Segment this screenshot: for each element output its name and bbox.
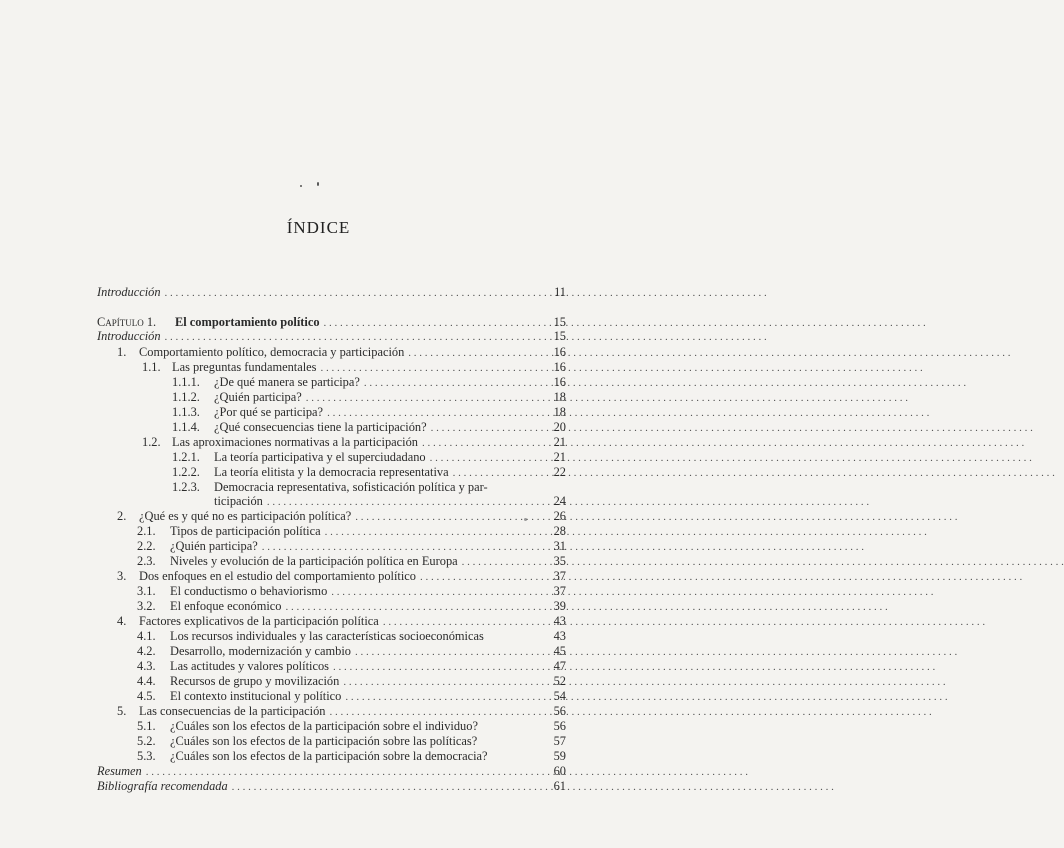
toc-chapter-number: Capítulo 1. <box>97 315 157 329</box>
toc-entry-text: El comportamiento político <box>175 315 320 329</box>
toc-entry-text: ¿Quién participa? <box>170 539 258 553</box>
toc-page-number: 21 <box>553 450 566 464</box>
toc-entry-number: 3. <box>117 569 127 583</box>
toc-entry-number: 2. <box>117 509 127 523</box>
toc-entry-text: Recursos de grupo y movilización <box>170 674 340 688</box>
toc-page-number: 16 <box>553 360 566 374</box>
toc-entry-number: 1.2. <box>142 435 161 449</box>
toc-entry-text: Factores explicativos de la participación política <box>139 614 379 628</box>
toc-entry-5-2[interactable] <box>137 734 522 749</box>
toc-entry-text: Las consecuencias de la participación <box>139 704 326 718</box>
toc-entry-text: Democracia representativa, sofisticación política y par- <box>214 480 488 494</box>
toc-page-number: 18 <box>553 405 566 419</box>
toc-entry-3-2[interactable] <box>137 599 522 614</box>
toc-entry-text: Las aproximaciones normativas a la participación <box>172 435 418 449</box>
toc-entry-number: 4.5. <box>137 689 156 703</box>
toc-page-number: 31 <box>553 539 566 553</box>
toc-entry-text: El conductismo o behaviorismo <box>170 584 328 598</box>
toc-page-number: 52 <box>553 674 566 688</box>
toc-entry-resumen[interactable] <box>97 764 522 779</box>
toc-entry-5-3[interactable] <box>137 749 522 764</box>
toc-page-number: 22 <box>553 465 566 479</box>
toc-entry-introduccion[interactable] <box>97 285 522 300</box>
toc-page-number: 54 <box>553 689 566 703</box>
toc-entry-text: El enfoque económico <box>170 599 282 613</box>
toc-entry-number: 5. <box>117 704 127 718</box>
toc-entry-5-1[interactable] <box>137 719 522 734</box>
toc-entry-number: 1. <box>117 345 127 359</box>
toc-entry-4[interactable] <box>117 614 522 629</box>
toc-page-number: 16 <box>553 375 566 389</box>
toc-entry-number: 1.1.3. <box>172 405 200 419</box>
toc-entry-text: ¿Cuáles son los efectos de la participación sobre la democracia? <box>170 749 488 763</box>
toc-page-number: 16 <box>553 345 566 359</box>
toc-entry-number: 2.1. <box>137 524 156 538</box>
toc-entry-text: ¿Cuáles son los efectos de la participación sobre las políticas? <box>170 734 478 748</box>
toc-entry-number: 2.3. <box>137 554 156 568</box>
toc-entry-text: La teoría elitista y la democracia representativa <box>214 465 449 479</box>
toc-entry-2-1[interactable] <box>137 524 522 539</box>
toc-page-number: 37 <box>553 584 566 598</box>
toc-entry-1-2-1[interactable] <box>172 450 522 465</box>
toc-entry-number: 5.2. <box>137 734 156 748</box>
toc-page-number: 39 <box>553 599 566 613</box>
toc-entry-text: Dos enfoques en el estudio del comportamiento político <box>139 569 417 583</box>
toc-page-number: 18 <box>553 390 566 404</box>
toc-entry-text: Resumen <box>97 764 142 778</box>
toc-entry-text: Introducción <box>97 329 161 343</box>
toc-entry-text: Los recursos individuales y las características socioeconómicas <box>170 629 484 643</box>
toc-entry-text: ¿Por qué se participa? <box>214 405 324 419</box>
toc-page-number: 11 <box>554 285 566 299</box>
toc-entry-4-1[interactable] <box>137 629 522 644</box>
toc-entry-5[interactable] <box>117 704 522 719</box>
toc-entry-text: Bibliografía recomendada <box>97 779 228 793</box>
toc-page-number: 57 <box>553 734 566 748</box>
toc-entry-1-2-3[interactable] <box>172 480 522 495</box>
toc-entry-text: ¿De qué manera se participa? <box>214 375 360 389</box>
toc-entry-text: Introducción <box>97 285 161 299</box>
toc-entry-number: 4.1. <box>137 629 156 643</box>
toc-entry-text: ¿Qué consecuencias tiene la participación? <box>214 420 427 434</box>
toc-page-number: 56 <box>553 704 566 718</box>
toc-page-number: 26 <box>553 509 566 523</box>
toc-entry-number: 2.2. <box>137 539 156 553</box>
toc-entry-number: 1.1.2. <box>172 390 200 404</box>
toc-entry-number: 3.2. <box>137 599 156 613</box>
toc-page-number: 60 <box>553 764 566 778</box>
toc-entry-3-1[interactable] <box>137 584 522 599</box>
toc-page-number: 21 <box>553 435 566 449</box>
toc-page-number: 61 <box>553 779 566 793</box>
toc-page-number: 43 <box>553 629 566 643</box>
toc-entry-text: Desarrollo, modernización y cambio <box>170 644 351 658</box>
toc-page-number: 20 <box>553 420 566 434</box>
toc-page-number: 24 <box>553 494 566 508</box>
toc-entry-text: Las preguntas fundamentales <box>172 360 317 374</box>
toc-entry-number: 4. <box>117 614 127 628</box>
toc-entry-1-2-3-cont[interactable] <box>214 494 522 509</box>
toc-entry-1-2[interactable] <box>142 435 522 450</box>
toc-entry-1-1[interactable] <box>142 360 522 375</box>
toc-entry-number: 1.2.1. <box>172 450 200 464</box>
toc-entry-text: El contexto institucional y político <box>170 689 342 703</box>
toc-entry-2-2[interactable] <box>137 539 522 554</box>
toc-entry-introduccion-cap1[interactable] <box>97 329 522 344</box>
toc-entry-text: ¿Qué es y qué no es participación política? <box>139 509 352 523</box>
toc-entry-4-4[interactable] <box>137 674 522 689</box>
toc-entry-number: 4.4. <box>137 674 156 688</box>
toc-page-number: 37 <box>553 569 566 583</box>
toc-entry-1-1-3[interactable] <box>172 405 522 420</box>
toc-page-number: 15 <box>553 329 566 343</box>
toc-entry-2[interactable] <box>117 509 522 524</box>
toc-page-number: 43 <box>553 614 566 628</box>
toc-page-number: 15 <box>553 315 566 329</box>
toc-page-number: 47 <box>553 659 566 673</box>
toc-entry-4-3[interactable] <box>137 659 522 674</box>
toc-entry-4-5[interactable] <box>137 689 522 704</box>
toc-entry-number: 1.1.1. <box>172 375 200 389</box>
toc-page-number: 35 <box>553 554 566 568</box>
toc-entry-1-2-2[interactable] <box>172 465 522 480</box>
toc-entry-3[interactable] <box>117 569 522 584</box>
toc-entry-text: ticipación <box>214 494 263 508</box>
toc-entry-number: 1.2.3. <box>172 480 200 494</box>
toc-entry-text: Tipos de participación política <box>170 524 321 538</box>
toc-entry-text: Las actitudes y valores políticos <box>170 659 329 673</box>
toc-entry-2-3[interactable] <box>137 554 522 569</box>
toc-entry-number: 5.3. <box>137 749 156 763</box>
toc-entry-1[interactable] <box>117 345 522 360</box>
toc-entry-text: La teoría participativa y el superciudadano <box>214 450 426 464</box>
toc-page-number: 45 <box>553 644 566 658</box>
toc-entry-4-2[interactable] <box>137 644 522 659</box>
toc-entry-number: 4.3. <box>137 659 156 673</box>
toc-entry-bibliografia[interactable] <box>97 779 522 794</box>
toc-entry-1-1-2[interactable] <box>172 390 522 405</box>
toc-page-number: 28 <box>553 524 566 538</box>
toc-entry-text: ¿Quién participa? <box>214 390 302 404</box>
toc-entry-1-1-4[interactable] <box>172 420 522 435</box>
toc-entry-number: 5.1. <box>137 719 156 733</box>
toc-page-number: 59 <box>553 749 566 763</box>
toc-entry-number: 1.1. <box>142 360 161 374</box>
toc-entry-number: 4.2. <box>137 644 156 658</box>
toc-page-number: 56 <box>553 719 566 733</box>
toc-entry-number: 1.2.2. <box>172 465 200 479</box>
toc-entry-chapter-1[interactable] <box>97 315 522 330</box>
toc-entry-number: 1.1.4. <box>172 420 200 434</box>
toc-entry-text: ¿Cuáles son los efectos de la participación sobre el individuo? <box>170 719 478 733</box>
toc-entry-1-1-1[interactable] <box>172 375 522 390</box>
toc-entry-text: Comportamiento político, democracia y participación <box>139 345 405 359</box>
toc-entry-number: 3.1. <box>137 584 156 598</box>
toc-entry-text: Niveles y evolución de la participación política en Europa <box>170 554 458 568</box>
page-title: ÍNDICE <box>286 218 351 237</box>
